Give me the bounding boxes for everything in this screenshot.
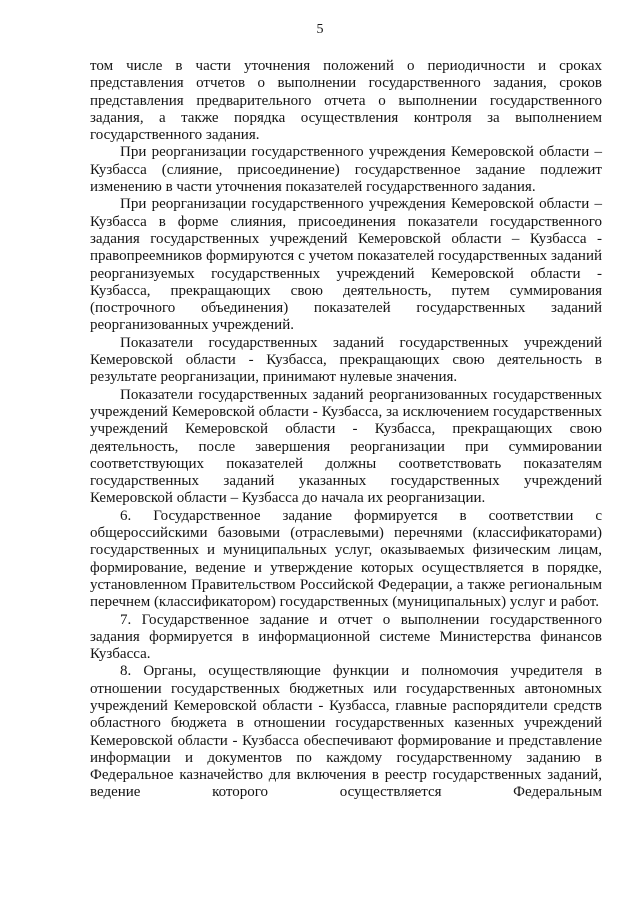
paragraph-reorganization-change: При реорганизации государственного учреждения Кемеровской области – Кузбасса (слияние, присоединение) государственное задание подлежит изменению в части уточнения показателей государственного задания. [90, 144, 602, 196]
paragraph-reporting-terms: том числе в части уточнения положений о периодичности и сроках представления отчетов о выполнении государственного задания, сроков представления предварительного отчета о выполнении государственного задания, а также порядка осуществления контроля за выполнением государственного задания. [90, 58, 602, 144]
page-number: 5 [316, 22, 324, 37]
paragraph-zero-values: Показатели государственных заданий государственных учреждений Кемеровской области - Кузбасса, прекращающих свою деятельность в результате реорганизации, принимают нулевые значения. [90, 334, 602, 386]
document-body [90, 58, 602, 802]
paragraph-item-6: 6. Государственное задание формируется в соответствии с общероссийскими базовыми (отраслевыми) перечнями (классификаторами) государственных и муниципальных услуг, оказываемых физическим лицам, формирование, ведение и утверждение которых осуществляется в порядке, установленном Правительством Российской Федерации, а также региональным перечнем (классификатором) государственных (муниципальных) услуг и работ. [90, 507, 602, 611]
paragraph-item-8: 8. Органы, осуществляющие функции и полномочия учредителя в отношении государственных бюджетных или государственных автономных учреждений Кемеровской области - Кузбасса, главные распорядители средств областного бюджета в отношении государственных казенных учреждений Кемеровской области - Кузбасса обеспечивают формирование и представление информации и документов по каждому государственному заданию в Федеральное казначейство для включения в реестр государственных заданий, ведение которого осуществляется Федеральным [90, 663, 602, 801]
paragraph-reorganized-indicators: Показатели государственных заданий реорганизованных государственных учреждений Кемеровской области - Кузбасса, за исключением государственных учреждений Кемеровской области - Кузбасса, прекращающих свою деятельность, после завершения реорганизации при суммировании соответствующих показателей должны соответствовать показателям государственных заданий указанных государственных учреждений Кемеровской области – Кузбасса до начала их реорганизации. [90, 386, 602, 507]
paragraph-merger-indicators: При реорганизации государственного учреждения Кемеровской области – Кузбасса в форме слияния, присоединения показатели государственного задания государственных учреждений Кемеровской области – Кузбасса - правопреемников формируются с учетом показателей государственных заданий реорганизуемых государственных учреждений Кемеровской области - Кузбасса, прекращающих свою деятельность, путем суммирования (построчного объединения) показателей государственных заданий реорганизованных учреждений. [90, 196, 602, 334]
paragraph-item-7: 7. Государственное задание и отчет о выполнении государственного задания формируется в информационной системе Министерства финансов Кузбасса. [90, 611, 602, 663]
